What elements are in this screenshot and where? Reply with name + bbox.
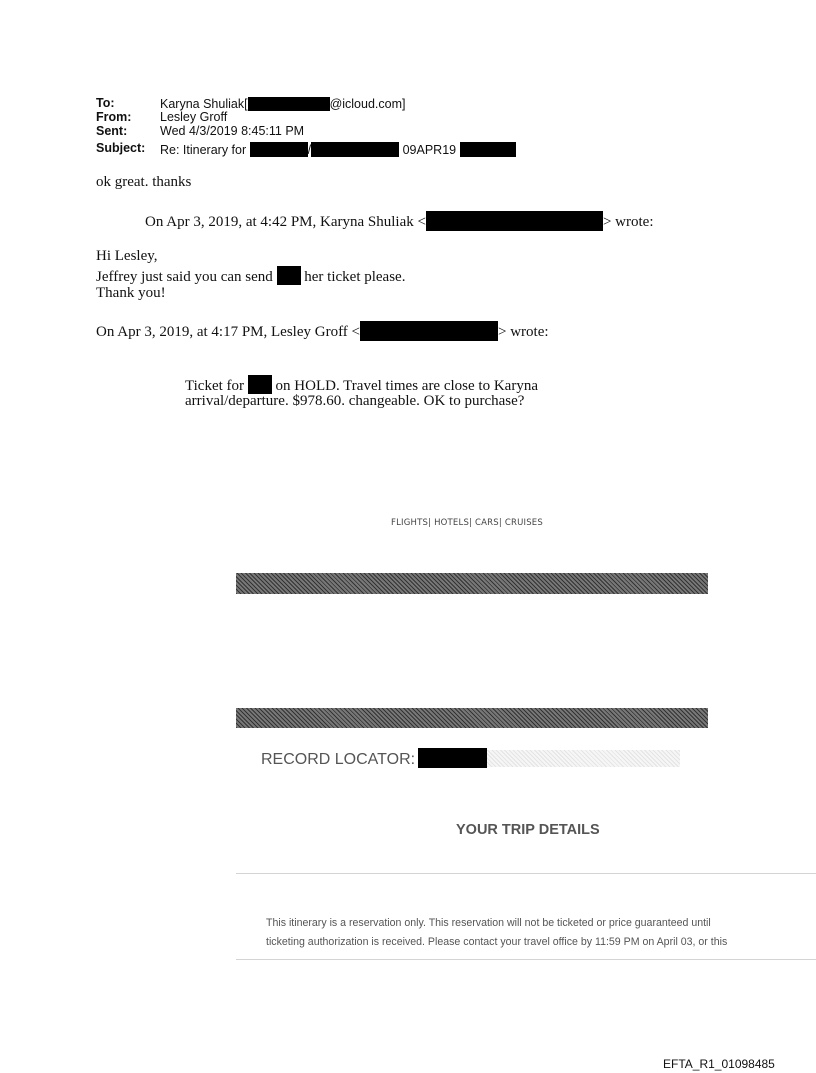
ticket-line-1-prefix: Ticket for — [185, 378, 245, 394]
record-locator-field — [487, 750, 680, 767]
from-label: From: — [96, 110, 132, 124]
quote-header-1-prefix: On Apr 3, 2019, at 4:42 PM, Karyna Shuliak < — [145, 214, 426, 230]
quote-header-1 — [145, 211, 653, 231]
message-line-suffix: her ticket please. — [304, 269, 406, 285]
redaction-box — [248, 97, 330, 111]
ticket-line-1-suffix: on HOLD. Travel times are close to Karyna — [275, 378, 538, 394]
to-name: Karyna Shuliak[ — [160, 97, 248, 111]
redacted-banner — [236, 708, 708, 728]
quote-header-2 — [96, 321, 549, 341]
redaction-box — [277, 266, 301, 285]
message-line-prefix: Jeffrey just said you can send — [96, 269, 273, 285]
document-id: EFTA_R1_01098485 — [663, 1057, 775, 1071]
subject-slash: / — [307, 143, 312, 157]
redaction-box — [250, 142, 308, 157]
message-line — [96, 266, 405, 286]
subject-prefix: Re: Itinerary for — [160, 143, 247, 157]
redaction-box — [360, 321, 498, 341]
redaction-box — [248, 375, 272, 394]
subject-label: Subject: — [96, 141, 146, 155]
ticket-line-1 — [185, 375, 538, 395]
sent-label: Sent: — [96, 124, 128, 138]
to-value — [160, 97, 405, 111]
divider — [236, 959, 816, 960]
notice-line-1: This itinerary is a reservation only. This reservation will not be ticketed or price guaranteed until — [266, 917, 711, 929]
quote-header-1-suffix: > wrote: — [602, 214, 654, 230]
redaction-box — [311, 142, 399, 157]
subject-value — [160, 142, 516, 157]
nav-links[interactable]: FLIGHTS| HOTELS| CARS| CRUISES — [391, 518, 543, 528]
redaction-box — [460, 142, 516, 157]
greeting: Hi Lesley, — [96, 248, 158, 264]
record-locator-label: RECORD LOCATOR: — [261, 751, 416, 768]
subject-date: 09APR19 — [402, 143, 457, 157]
thanks-line: Thank you! — [96, 285, 166, 301]
divider — [236, 873, 816, 874]
redacted-banner — [236, 573, 708, 594]
redaction-box — [426, 211, 603, 231]
quote-header-2-suffix: > wrote: — [498, 324, 549, 340]
record-locator — [261, 748, 680, 769]
ticket-line-2: arrival/departure. $978.60. changeable. OK to purchase? — [185, 393, 525, 409]
trip-details-title: YOUR TRIP DETAILS — [456, 822, 600, 838]
sent-value: Wed 4/3/2019 8:45:11 PM — [160, 124, 305, 138]
from-value: Lesley Groff — [160, 110, 228, 124]
reply-text: ok great. thanks — [96, 174, 192, 190]
to-label: To: — [96, 96, 115, 110]
redaction-box — [418, 748, 487, 768]
to-email-suffix: @icloud.com] — [329, 97, 406, 111]
notice-line-2: ticketing authorization is received. Please contact your travel office by 11:59 PM on April 03, or this — [266, 936, 728, 948]
quote-header-2-prefix: On Apr 3, 2019, at 4:17 PM, Lesley Groff < — [96, 324, 360, 340]
